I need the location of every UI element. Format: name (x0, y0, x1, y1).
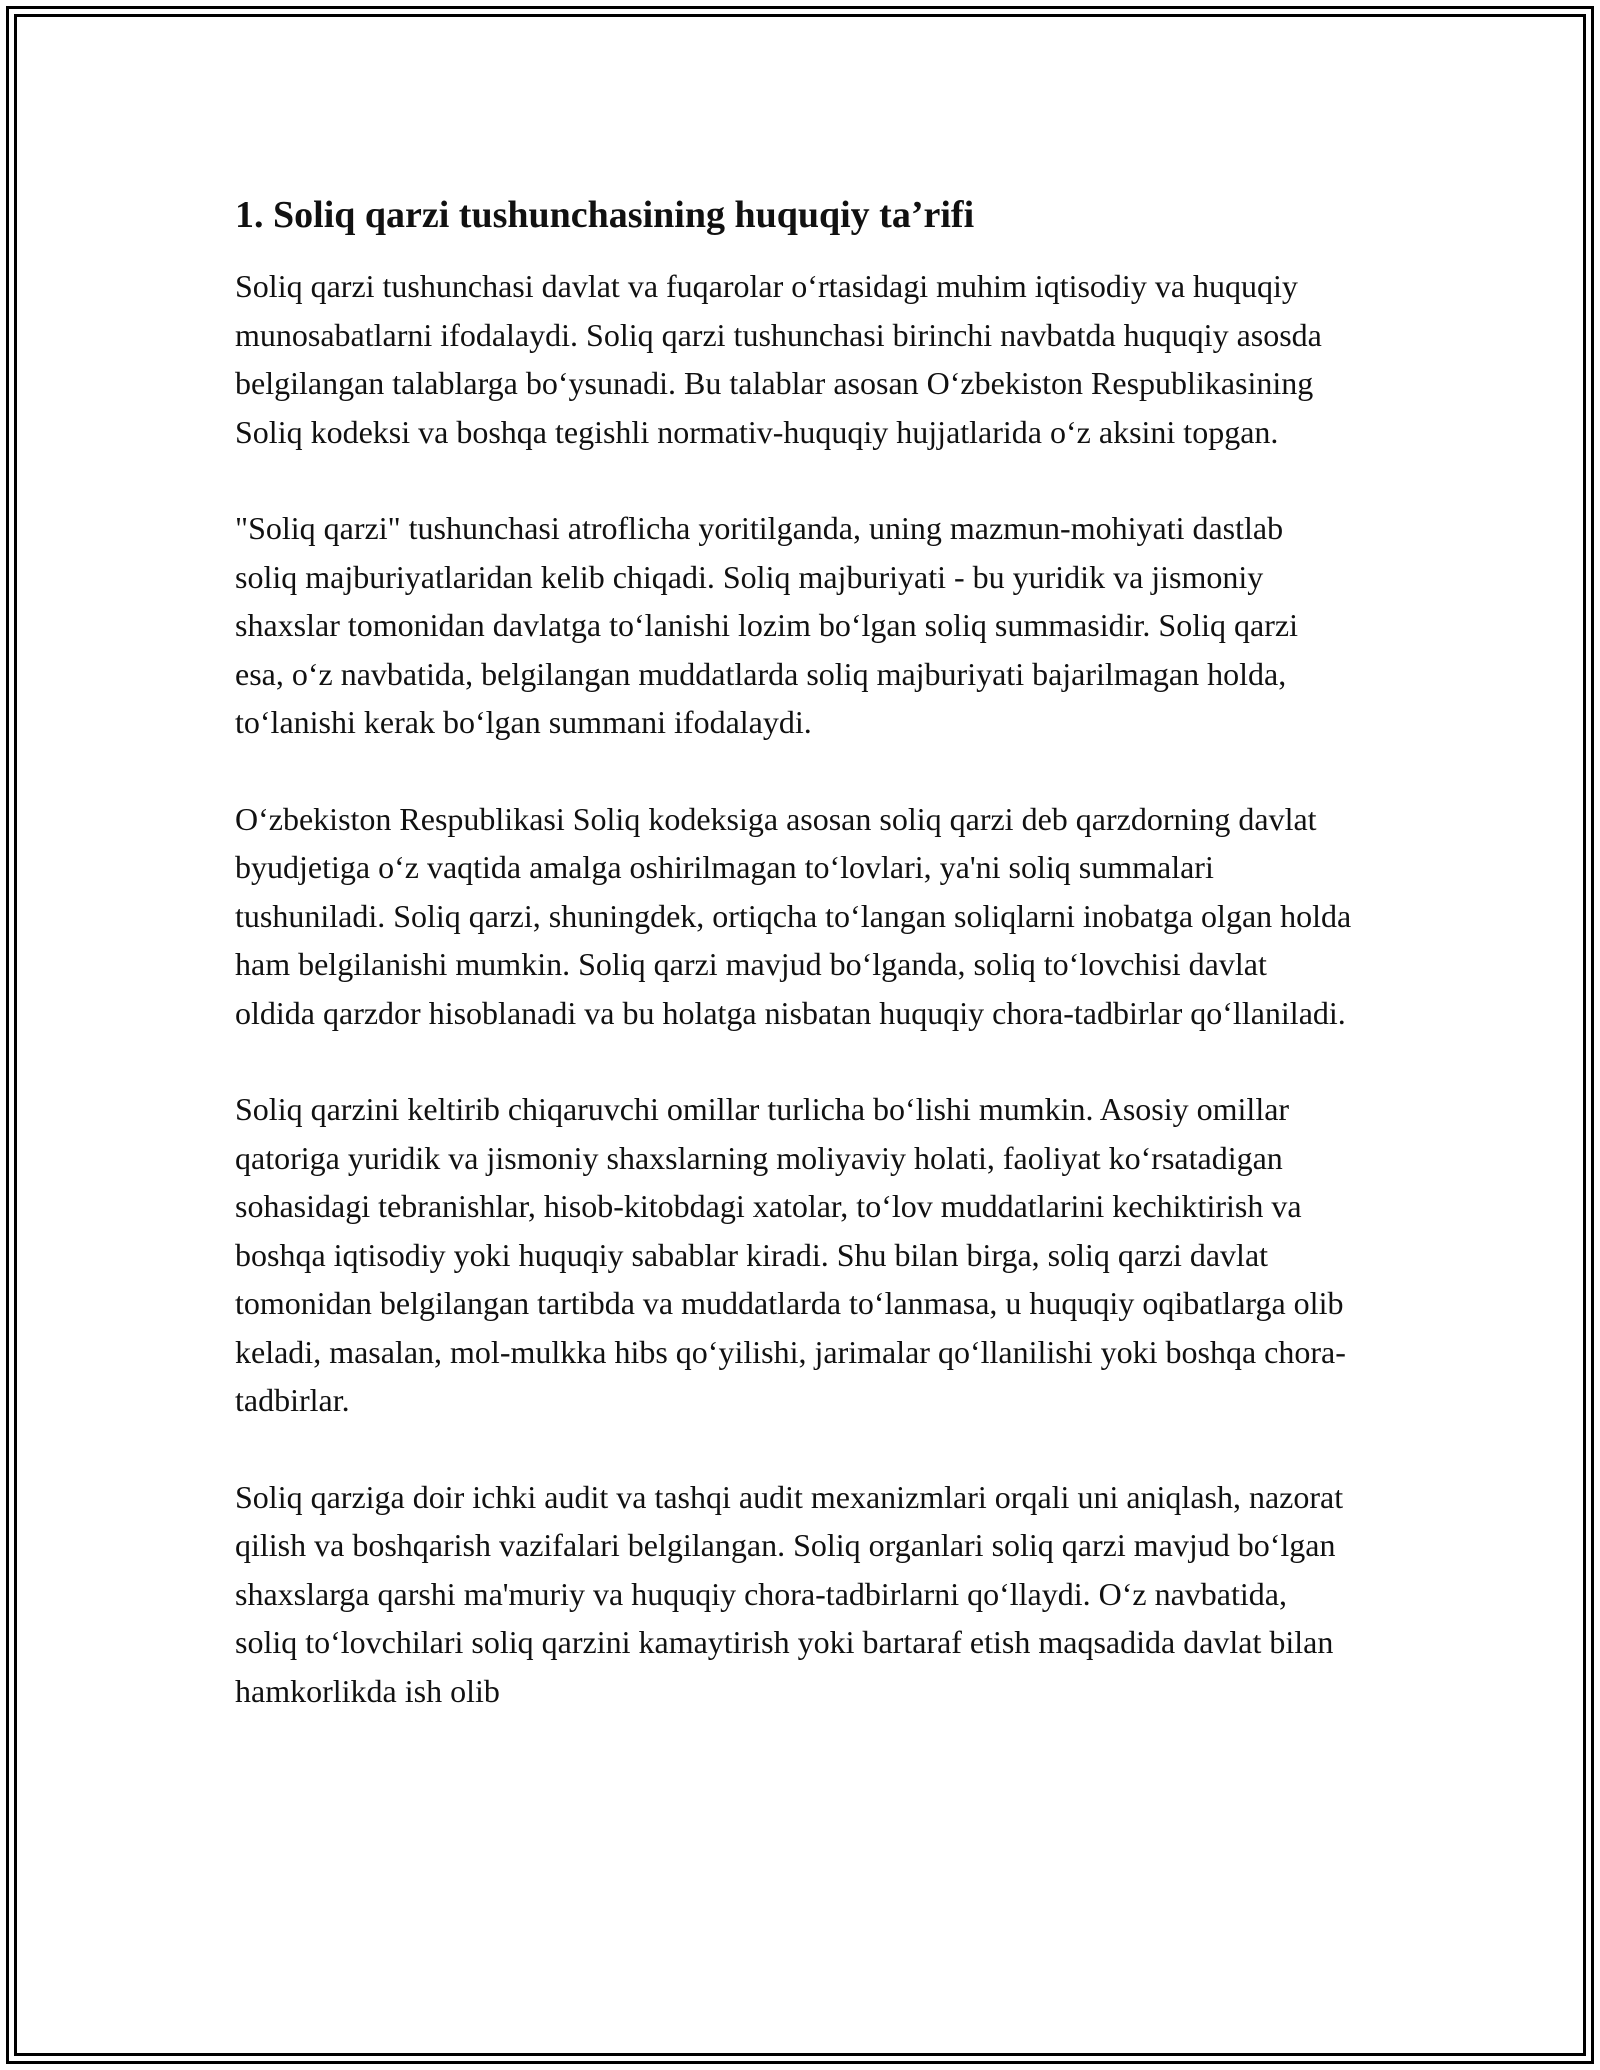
paragraph-4: Soliq qarzini keltirib chiqaruvchi omillar turlicha boʻlishi mumkin. Asosiy omillar qatoriga yuridik va jismoniy shaxslarning moliyaviy holati, faoliyat koʻrsatadigan sohasidagi tebranishlar, hisob-kitobdagi xatolar, toʻlov muddatlarini kechiktirish va boshqa iqtisodiy yoki huquqiy sabablar kiradi. Shu bilan birga, soliq qarzi davlat tomonidan belgilangan tartibda va muddatlarda toʻlanmasa, u huquqiy oqibatlarga olib keladi, masalan, mol-mulkka hibs qoʻyilishi, jarimalar qoʻllanilishi yoki boshqa chora-tadbirlar. (235, 1091, 1346, 1418)
paragraph-2: "Soliq qarzi" tushunchasi atroflicha yoritilganda, uning mazmun-mohiyati dastlab soliq majburiyatlaridan kelib chiqadi. Soliq majburiyati - bu yuridik va jismoniy shaxslar tomonidan davlatga toʻlanishi lozim boʻlgan soliq summasidir. Soliq qarzi esa, oʻz navbatida, belgilangan muddatlarda soliq majburiyati bajarilmagan holda, toʻlanishi kerak boʻlgan summani ifodalaydi. (235, 510, 1298, 740)
paragraph-5: Soliq qarziga doir ichki audit va tashqi audit mexanizmlari orqali uni aniqlash, nazorat qilish va boshqarish vazifalari belgilangan. Soliq organlari soliq qarzi mavjud boʻlgan shaxslarga qarshi ma'muriy va huquqiy chora-tadbirlarni qoʻllaydi. Oʻz navbatida, soliq toʻlovchilari soliq qarzini kamaytirish yoki bartaraf etish maqsadida davlat bilan hamkorlikda ish olib (235, 1478, 1344, 1709)
paragraph-1: Soliq qarzi tushunchasi davlat va fuqarolar oʻrtasidagi muhim iqtisodiy va huquqiy munosabatlarni ifodalaydi. Soliq qarzi tushunchasi birinchi navbatda huquqiy asosda belgilangan talablarga boʻysunadi. Bu talablar asosan Oʻzbekiston Respublikasining Soliq kodeksi va boshqa tegishli normativ-huquqiy hujjatlarida oʻz aksini topgan. (235, 268, 1322, 450)
document-body (235, 188, 1353, 1763)
section-heading: 1. Soliq qarzi tushunchasining huquqiy ta’rifi (235, 194, 975, 236)
paragraph-3: Oʻzbekiston Respublikasi Soliq kodeksiga asosan soliq qarzi deb qarzdorning davlat byudjetiga oʻz vaqtida amalga oshirilmagan toʻlovlari, ya'ni soliq summalari tushuniladi. Soliq qarzi, shuningdek, ortiqcha toʻlangan soliqlarni inobatga olgan holda ham belgilanishi mumkin. Soliq qarzi mavjud boʻlganda, soliq toʻlovchisi davlat oldida qarzdor hisoblanadi va bu holatga nisbatan huquqiy chora-tadbirlar qoʻllaniladi. (235, 800, 1352, 1031)
